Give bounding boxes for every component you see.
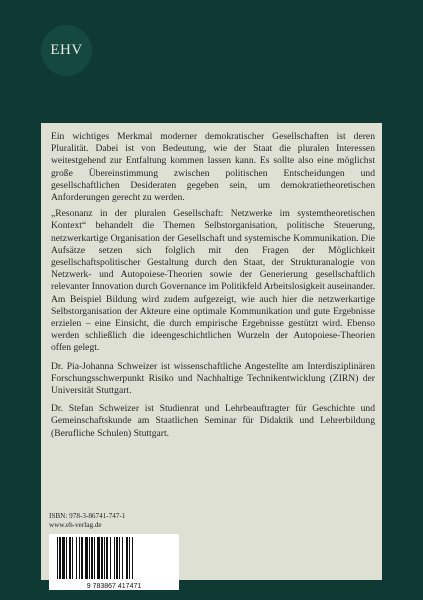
blurb-paragraph-intro: Ein wichtiges Merkmal moderner demokratischer Gesellschaften ist deren Pluralität. Dabei ist von Bedeutung, wie der Staat die pluralen Interessen weitestgehend zur Entfaltung kommen lassen kann. Es sollte also eine möglichst große Übereinstimmung zwischen politischen Entscheidungen und gesellschaftlichen Desideraten gegeben sein, um demokratietheoretischen Anforderungen gerecht zu werden. bbox=[51, 131, 375, 204]
barcode-bar bbox=[122, 537, 123, 579]
barcode-bar bbox=[57, 537, 58, 579]
barcode-bar bbox=[66, 537, 67, 579]
barcode-digits: 9 783867 417471 bbox=[86, 583, 142, 590]
blurb-paragraph-content: „Resonanz in der pluralen Gesellschaft: Netzwerke im systemtheoretischen Kontext“ behandelt die Themen Selbstorganisation, politische Steuerung, netzwerkartige Organisation der Gesellschaft und systemische Kommunikation. Die Aufsätze setzen sich folglich mit den Fragen der Möglichkeit gesellschaftspolitischer Gestaltung durch den Staat, der Strukturanalogie von Netzwerk- und Autopoiese-Theorien sowie der Generierung gesellschaftlich relevanter Innovation durch Governance im Politikfeld Arbeitslosigkeit auseinander. Am Beispiel Bildung wird zudem aufgezeigt, wie auch hier die netzwerkartige Selbstorganisation der Akteure eine optimale Kommunikation und gute Ergebnisse erzielen – eine Einsicht, die durch empirische Ergebnisse gestützt wird. Ebenso werden schließlich die ideengeschichtlichen Wurzeln der Autopoiese-Theorien offen gelegt. bbox=[51, 208, 375, 354]
isbn-barcode bbox=[49, 534, 179, 590]
barcode-bar bbox=[76, 537, 77, 579]
barcode-bar bbox=[94, 537, 95, 579]
barcode-bar bbox=[114, 537, 115, 579]
barcode-bar bbox=[79, 537, 80, 579]
barcode-bar bbox=[101, 537, 103, 579]
barcode-bar bbox=[106, 537, 108, 579]
barcode-bar bbox=[81, 537, 83, 579]
barcode-bar bbox=[110, 537, 111, 579]
publisher-url: www.eh-verlag.de bbox=[49, 521, 102, 529]
barcode-bar bbox=[119, 537, 120, 579]
publisher-logo-text: EHV bbox=[50, 42, 83, 58]
barcode-bar bbox=[104, 537, 105, 579]
barcode-bar bbox=[72, 537, 73, 579]
author-bio-pia: Dr. Pia-Johanna Schweizer ist wissenschaftliche Angestellte am Interdisziplinären Forschungsschwerpunkt Risiko und Nachhaltige Technikentwicklung (ZIRN) der Universität Stuttgart. bbox=[51, 360, 375, 397]
barcode-bar bbox=[132, 537, 133, 579]
author-bio-stefan: Dr. Stefan Schweizer ist Studienrat und Lehrbeauftragter für Geschichte und Gemeinschaftskunde am Staatlichen Seminar für Didaktik und Lehrerbildung (Berufliche Schulen) Stuttgart. bbox=[51, 403, 375, 439]
isbn-block bbox=[49, 512, 169, 590]
publisher-logo bbox=[41, 25, 92, 76]
blurb-panel bbox=[41, 123, 382, 590]
barcode-bar bbox=[89, 537, 90, 579]
barcode-bar bbox=[62, 537, 65, 579]
isbn-text: ISBN: 978-3-86741-747-1 bbox=[49, 512, 126, 520]
barcode-bar bbox=[126, 537, 128, 579]
barcode-bar bbox=[91, 537, 93, 579]
barcode-bar bbox=[59, 537, 61, 579]
barcode-bar bbox=[69, 537, 71, 579]
barcode-bar bbox=[116, 537, 118, 579]
barcode-bar bbox=[85, 537, 88, 579]
barcode-bar bbox=[129, 537, 130, 579]
barcode-bar bbox=[97, 537, 100, 579]
